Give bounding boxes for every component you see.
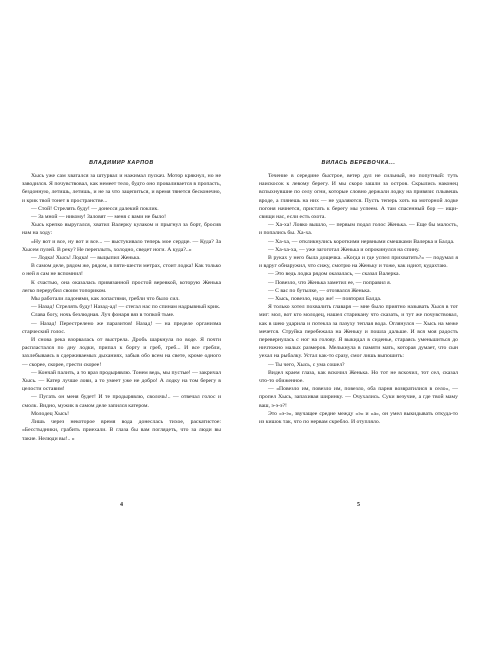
paragraph: Я только хотел похвалить главаря — мне было приятно называть Хыся в тот миг: мол, вот кто молодец, нашел старикану что сказать, и тут же почувствовал, как в шею ударила и потекла за пазуху теплая вода. Оглянулся — Хысь на меже мечется. Струйка перебежала на Женьку и пошла дальше. И вся моя радость перевернулась с ног на голову. Я выкидал в сиденье, стараясь уменьшиться до ничтожно малых размеров. Мелькнула в памяти мать, которая думает, что сын уехал на рыбалку. Устал как-то сразу, смог лишь выпошить:: [259, 304, 458, 360]
page-number-left: 4: [120, 502, 123, 508]
paragraph: — Назад! Стрелять буду! Назад-ад! — стегал нас по спинам надрывный крик.: [31, 304, 221, 311]
paragraph: Видел краем глаза, как вскочил Женька. Но тот не вскочил, тот сел, сказал что-то обиженное.: [259, 369, 458, 385]
left-page: [22, 160, 221, 443]
right-page-text: [259, 172, 458, 426]
right-page: [259, 160, 458, 426]
paragraph: Хысь крепко выругался, хватил Валерку кулаком и прыгнул за борт, бросив нам на ходу:: [22, 222, 221, 237]
paragraph: — Кончай палить, а то враз продырявлю. Тонем ведь, мы пустые! — закричал Хысь. — Катер лучше лови, а то умеет уже не добро! А лодку на том берегу в целости оставим!: [22, 369, 221, 393]
paragraph: — Хысь, повезло, надо же! — повторял Балда.: [268, 296, 382, 303]
running-head-title: ВИЛАСЬ ВЕРЕВОЧКА...: [321, 160, 396, 166]
paragraph: К счастью, она оказалась привязанной простой веревкой, которую Женька легко перерубил своим топориком.: [22, 279, 221, 294]
paragraph: Молодец Хысь!: [31, 410, 70, 417]
page-number-right: 5: [357, 502, 360, 508]
paragraph: В самом деле, рядом же, рядом, в пяти-шести метрах, стоит лодка! Как только о ней я сам не вспомнил!: [22, 263, 221, 278]
paragraph: — Пугать он меня будет! И те продырявлю, сволочь!.. — отвечал голос и смолк. Видно, мужик в самом деле запился катером.: [22, 394, 221, 409]
paragraph: — С вас по бутылке, — отозвался Женька.: [268, 287, 371, 294]
paragraph: Течение в середине быстрое, ветер дул не сильный, но попутный: туть наискосок к левому берегу. И мы скоро зашли за остров. Скрылись наконец вспыхнувшие по селу огни, которые словно держали лодку на привязи: плывешь вроде, а глянешь на них — не удаляются. Пусть теперь хоть на моторной лодке погоня начнется, пристать к берегу мы успеем. А там спасенный бор — ищи-свищи нас, если есть охота.: [259, 173, 458, 221]
paragraph: — Это ведь лодка рядом оказалась, — сказал Валерка.: [268, 271, 400, 278]
paragraph: — «Повезло им, повезло им, повезло, оба парня возвратилися в село», — пропел Хысь, запахивая ширинку. — Очухались. Суки везучие, а где твой маму ваш, э-э-э?!: [259, 386, 458, 409]
running-head-author: ВЛАДИМИР КАРПОВ: [89, 160, 154, 166]
paragraph: Хысь уже сам хватался за штурвал и нажимал пускач. Мотор крякнул, но не заводился. Я почувствовал, как немеет тело, будто оно проваливается в пропасть, бездонную, летишь, летишь, и не за что зацепиться, и время тянется бесконечно, и крик твой тонет в пространстве...: [22, 173, 221, 204]
paragraph: — Назад! Перестрелено же паразитов! Назад! — на пределе организма старческий голос.: [22, 320, 221, 335]
paragraph: — Ха-ха! Ловко вышло, — первым подал голос Женька. — Еще бы малость, и попались бы. Ха-ха.: [259, 222, 458, 237]
paragraph: — Повезло, что Женька заметил ее, — поправил я.: [268, 279, 392, 286]
paragraph: — За мной — никому! Заловят — меня с вами не было!: [31, 214, 167, 221]
paragraph: «Ну вот и все, ну вот и все... — выстукивало теперь мое сердце. — Куда? За Хысем пулей. В реку? Не переплыть, холодно, сведет ноги. А куда?..»: [22, 238, 221, 253]
paragraph: Мы работали ладонями, как лопастями, гребли что было сил.: [31, 296, 180, 303]
paragraph: — Ха-ха, — откликнулись короткими нервными смешками Валерка и Балда.: [268, 238, 455, 245]
left-page-text: [22, 172, 221, 443]
paragraph: В руках у него была дощечка. «Когда и где успел прихватить?» — подумал я и вдруг обнаружил, что сижу, смотрю на Женьку и тоже, как идиот, кудахтаю.: [259, 255, 458, 270]
paragraph: — Лодка! Хысь! Лодка! — выцыпил Женька.: [31, 255, 141, 262]
paragraph: Слава богу, ночь безлюдная. Луч фонаря вяз в топкой тьме.: [31, 312, 175, 319]
paragraph: — Ха-ха-ха, — уже загоготал Женька и опрокинулся на спину.: [268, 246, 420, 253]
paragraph: И снова река взорвалась от выстрела. Дробь шаркнула по воде. Я почти распластался по дну лодки, припал к борту и греб, греб... И все гребли, захлебываясь в сдерживаемых дыханиях, забыв обо всем на свете, кроме одного — скорее, скорее, грести скорее!: [22, 337, 221, 368]
paragraph: Лишь через некоторое время вода донеслась тихое, раскатистое: «Бесстыдники, грабить приехали. В глаза бы вам поглядеть, что за люди вы такие. Нелюди вы!.. »: [22, 419, 221, 442]
paragraph: — Стой! Стрелять буду! — донесся далекий поклик.: [31, 205, 159, 212]
paragraph: — Ты чего, Хысь, с ума сошел?: [268, 361, 345, 368]
paragraph: Это «э-э», звучащее средне между «э» и «а», он умел выкидывать откуда-то из кишок так, что по нервам скребло. И отупляло.: [259, 410, 458, 426]
